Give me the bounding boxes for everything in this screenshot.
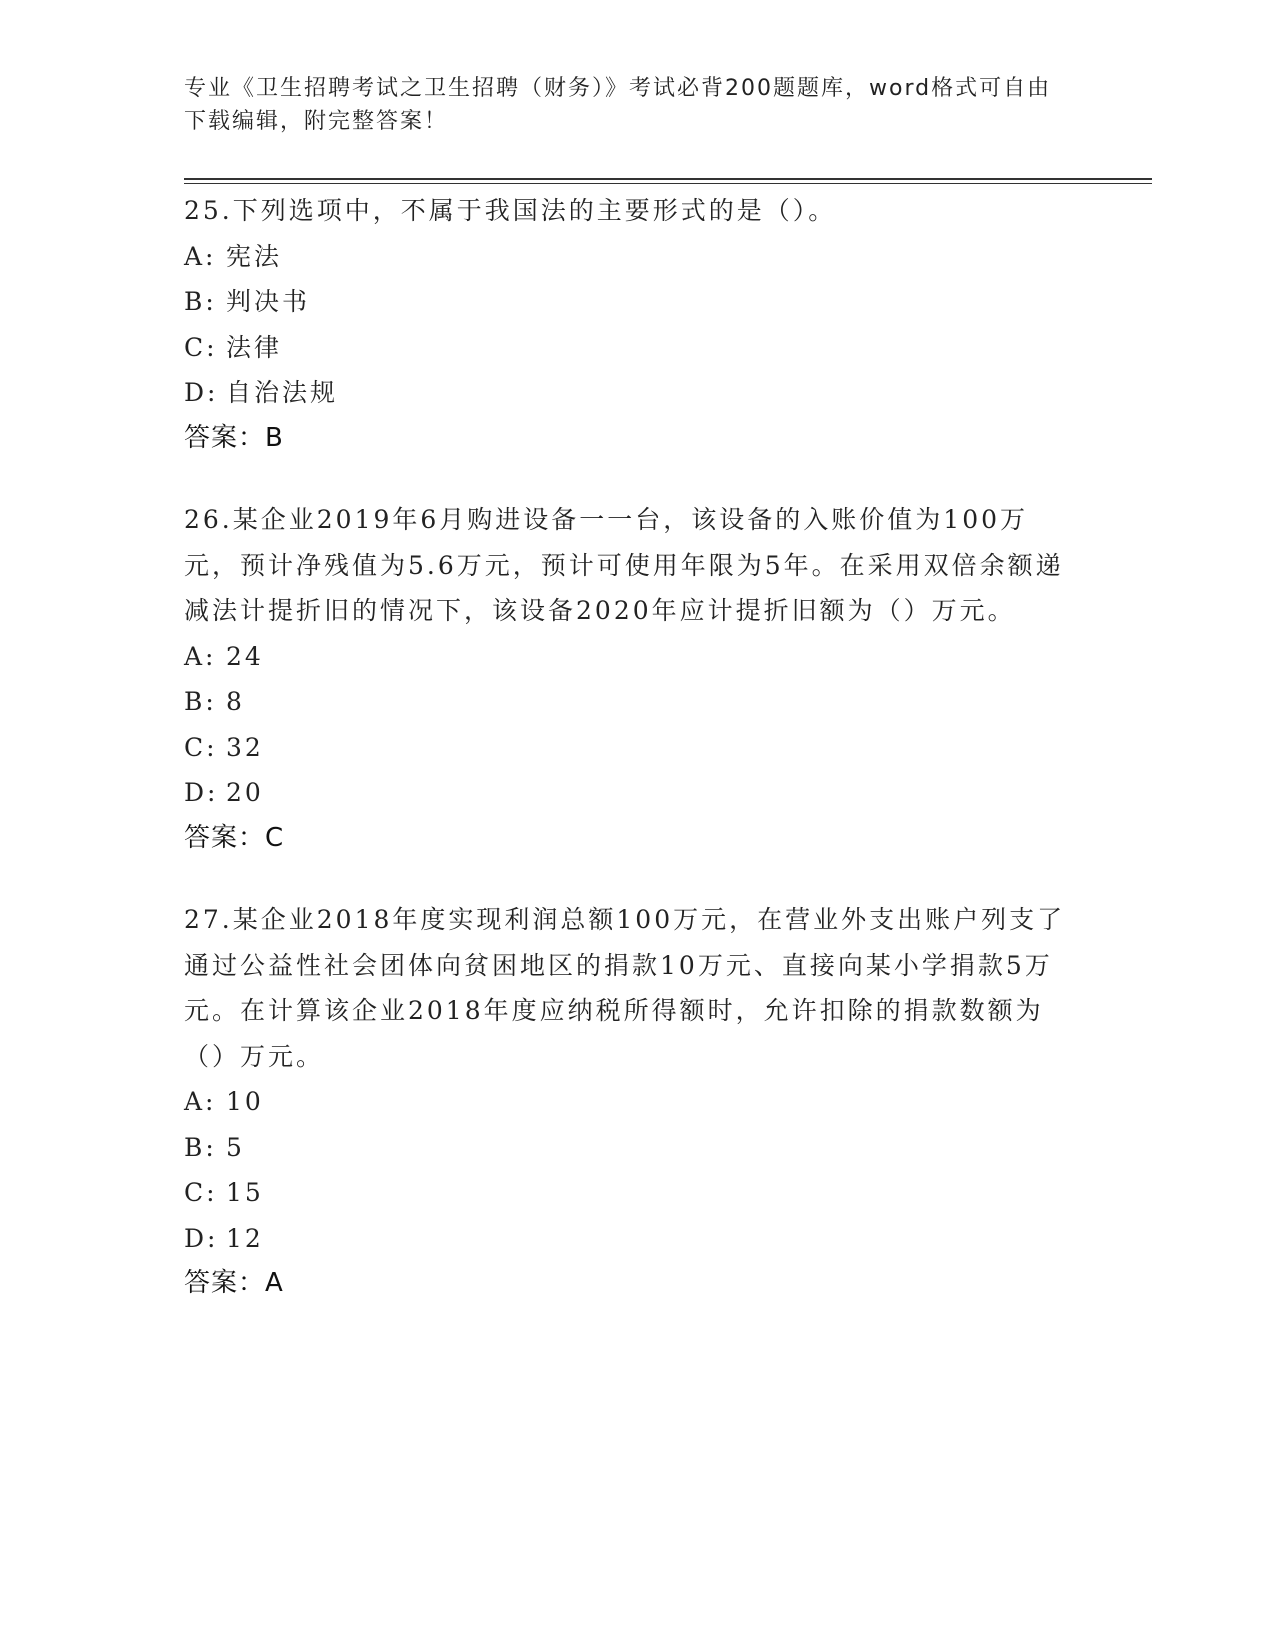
answer-line: 答案：C: [184, 822, 285, 853]
option-text: 8: [226, 687, 245, 716]
option-b: [184, 1125, 1074, 1171]
question-27: [184, 897, 1074, 1307]
option-a: [184, 1079, 1074, 1125]
option-text: 宪法: [226, 241, 283, 271]
option-a: [184, 634, 1074, 680]
option-key: A:: [184, 241, 217, 271]
option-b: [184, 679, 1074, 725]
option-key: D:: [184, 778, 219, 807]
question-26: [184, 497, 1074, 861]
option-text: 法律: [226, 332, 283, 362]
option-text: 20: [226, 778, 264, 807]
question-25: [184, 188, 1074, 461]
option-text: 15: [226, 1178, 264, 1207]
option-key: C:: [184, 332, 218, 362]
question-stem: 26.某企业2019年6月购进设备一一台，该设备的入账价值为100万元，预计净残值为5.6万元，预计可使用年限为5年。在采用双倍余额递减法计提折旧的情况下，该设备2020年应计提折旧额为（）万元。: [184, 505, 1064, 625]
header-rule-thick: [184, 178, 1152, 180]
option-c: [184, 1170, 1074, 1216]
option-text: 32: [226, 732, 264, 762]
question-stem: 25.下列选项中，不属于我国法的主要形式的是（）。: [184, 196, 837, 225]
option-key: A:: [184, 1087, 217, 1116]
option-key: A:: [184, 641, 217, 671]
option-c: [184, 725, 1074, 771]
option-key: C:: [184, 732, 218, 762]
option-text: 判决书: [226, 287, 311, 316]
option-text: 自治法规: [226, 378, 339, 407]
option-b: [184, 279, 1074, 325]
option-key: D:: [184, 1223, 219, 1253]
option-d: [184, 1216, 1074, 1262]
option-key: B:: [184, 1132, 217, 1162]
option-key: B:: [184, 687, 217, 716]
option-text: 24: [226, 641, 264, 671]
option-key: D:: [184, 378, 219, 407]
question-stem: 27.某企业2018年度实现利润总额100万元，在营业外支出账户列支了通过公益性社会团体向贫困地区的捐款10万元、直接向某小学捐款5万元。在计算该企业2018年度应纳税所得额时，允许扣除的捐款数额为（）万元。: [184, 905, 1066, 1071]
option-d: [184, 770, 1074, 816]
option-key: B:: [184, 287, 217, 316]
option-key: C:: [184, 1178, 218, 1207]
header-rule-thin: [184, 183, 1152, 184]
option-c: [184, 325, 1074, 371]
option-text: 10: [226, 1087, 264, 1116]
option-text: 12: [226, 1223, 264, 1253]
document-header: 专业《卫生招聘考试之卫生招聘（财务）》考试必背200题题库，word格式可自由下载编辑，附完整答案！: [184, 76, 1052, 134]
option-d: [184, 370, 1074, 416]
answer-line: 答案：B: [184, 422, 284, 453]
answer-line: 答案：A: [184, 1268, 284, 1298]
option-text: 5: [226, 1132, 245, 1162]
question-list: [184, 188, 1074, 1343]
option-a: [184, 234, 1074, 280]
